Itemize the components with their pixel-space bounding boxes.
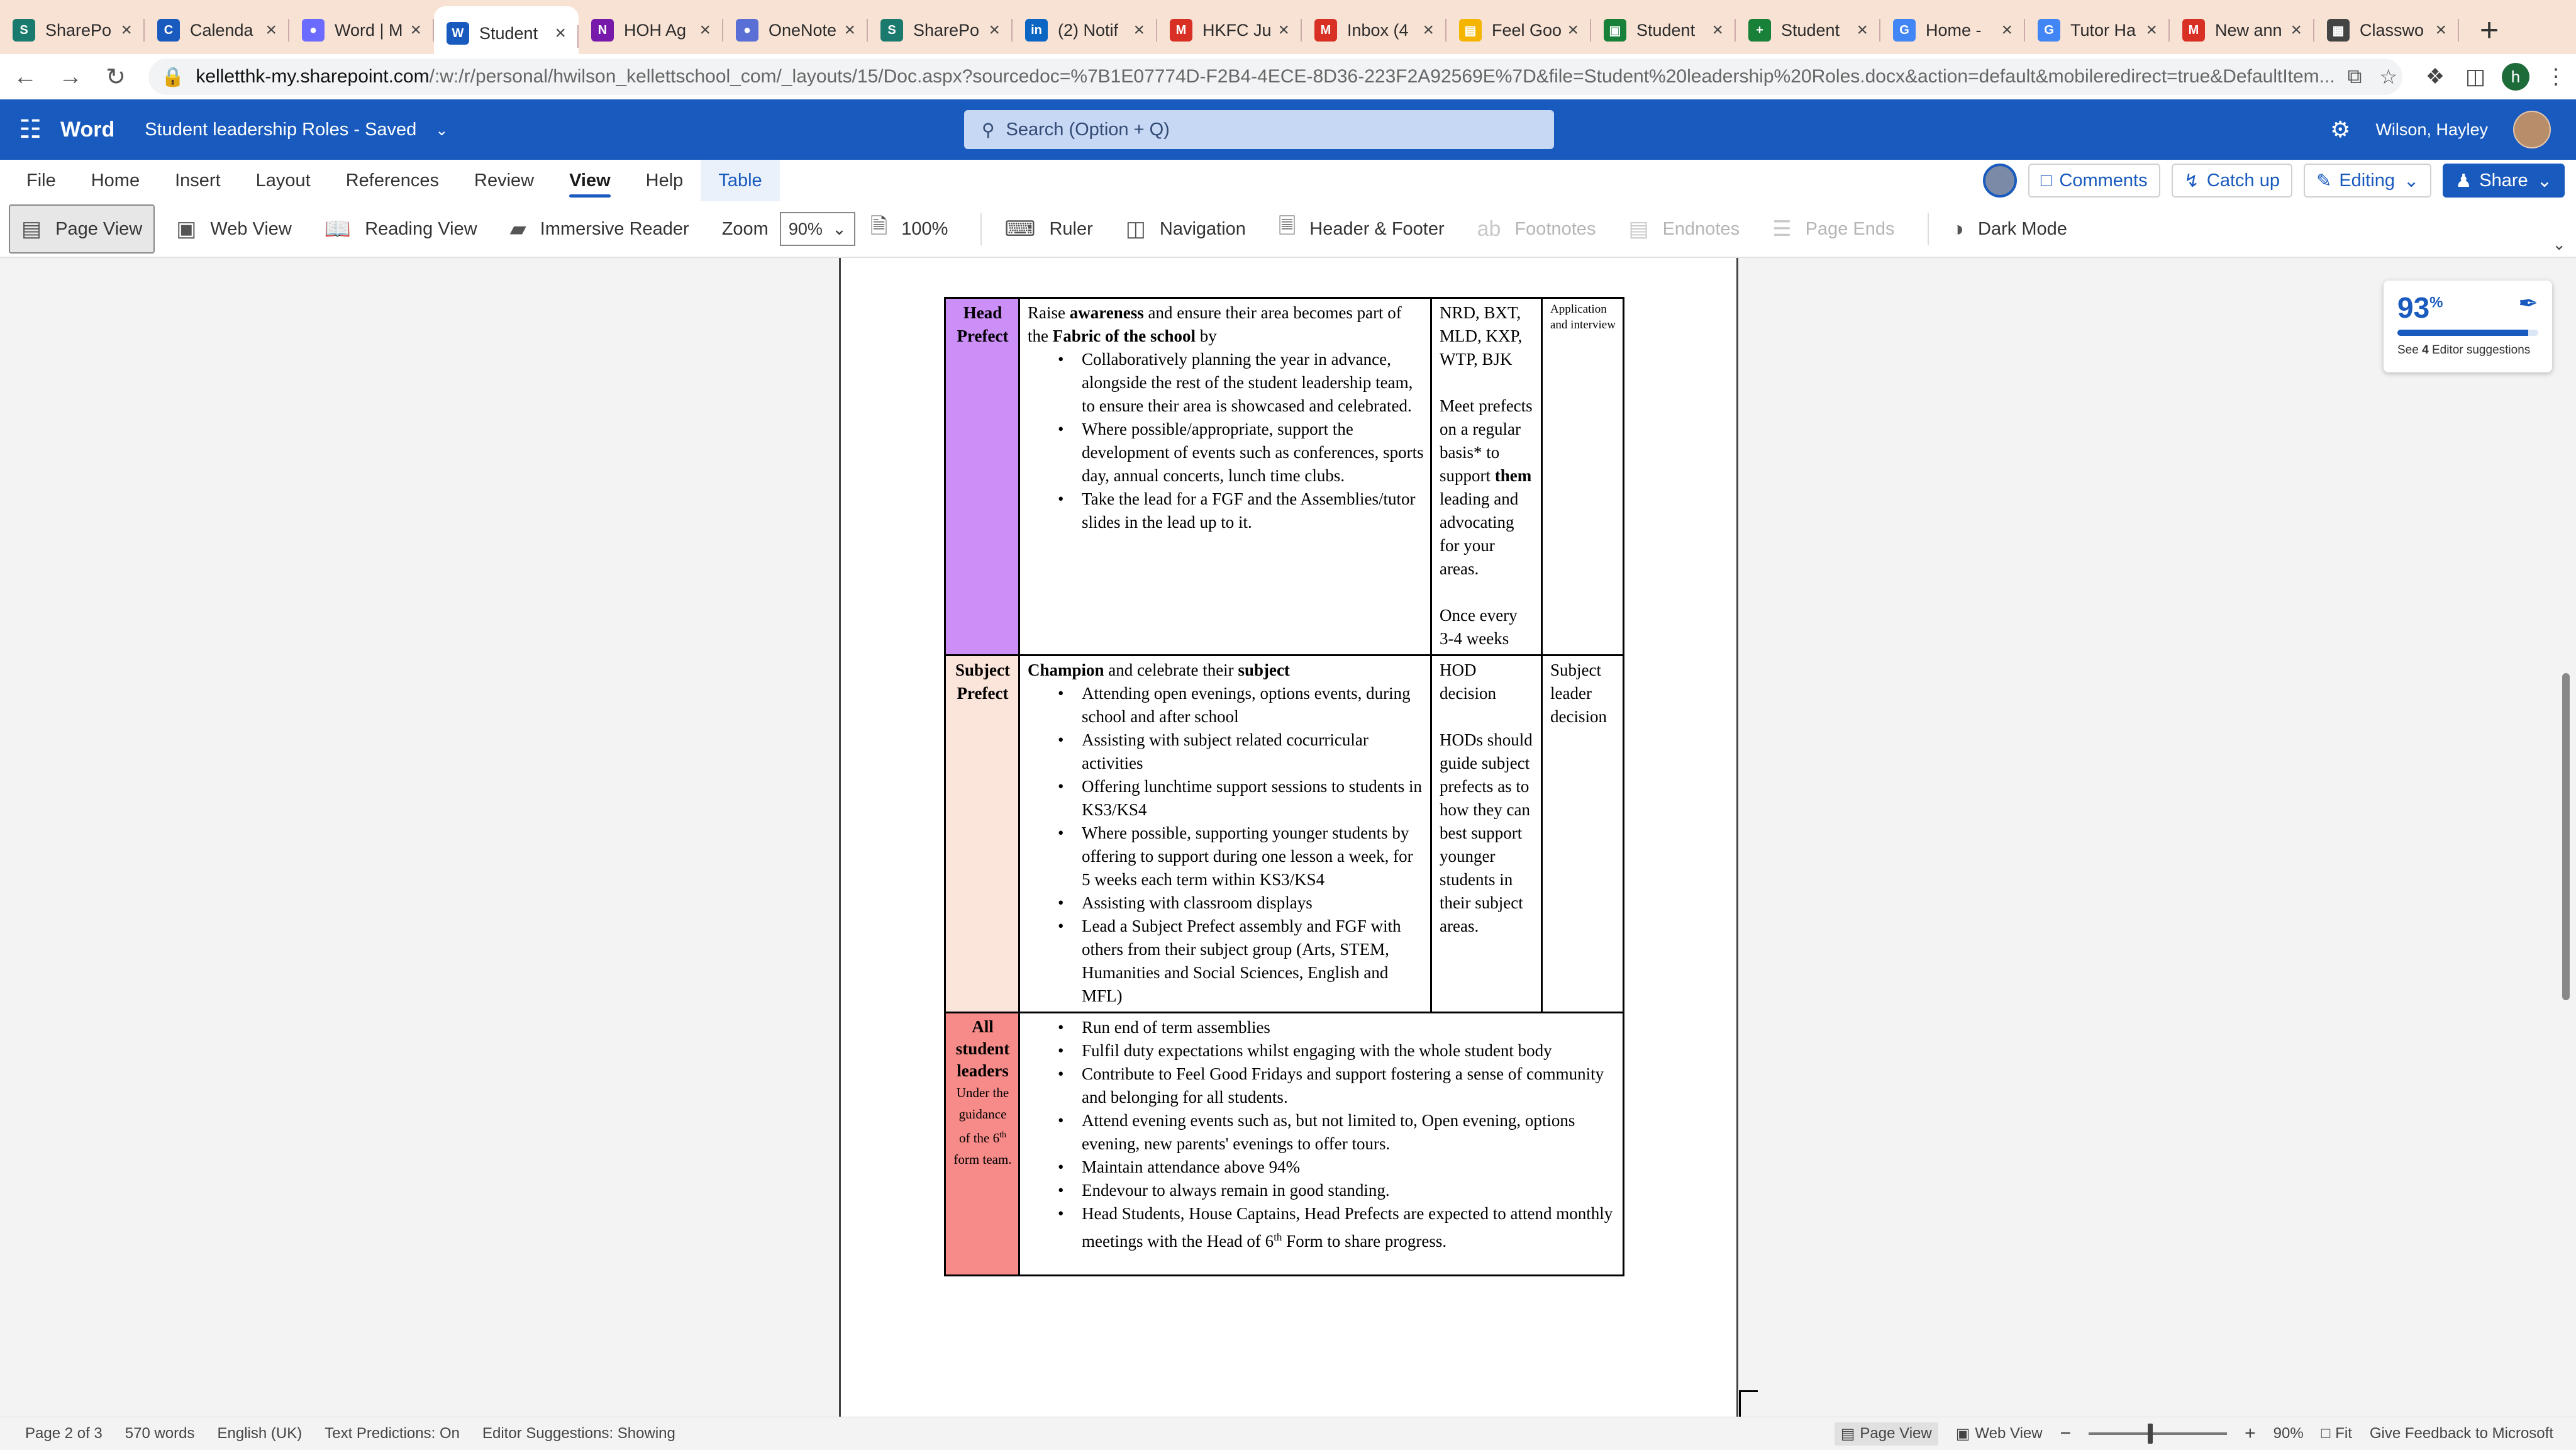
list-item: • Assisting with classroom displays [1028, 891, 1424, 915]
tab-favicon-icon: W [447, 22, 469, 45]
tab-close-icon[interactable]: × [1133, 20, 1145, 40]
list-item: • Offering lunchtime support sessions to students in KS3/KS4 [1028, 775, 1424, 822]
status-page-view-button[interactable]: ▤ Page View [1835, 1422, 1938, 1446]
tab-title: HOH Ag [624, 20, 687, 40]
tab-favicon-icon: M [1314, 19, 1337, 42]
selection-cell[interactable]: Application and interview [1542, 298, 1624, 655]
tab-close-icon[interactable]: × [699, 20, 711, 40]
feedback-link[interactable]: Give Feedback to Microsoft [2369, 1425, 2553, 1442]
new-tab-icon[interactable]: + [2479, 12, 2499, 48]
header-footer-icon: 🗏 [1278, 214, 1296, 238]
tab-insert[interactable]: Insert [175, 170, 221, 191]
browser-tab[interactable] [1736, 0, 1880, 60]
view-ribbon [0, 201, 2576, 258]
bullet-list [1028, 682, 1424, 1008]
footnotes-button[interactable]: ab Footnotes [1477, 216, 1596, 241]
ribbon-tabs [0, 160, 2576, 201]
tab-title: Classwo [2360, 20, 2424, 40]
tab-title: Feel Goo [1492, 20, 1562, 40]
search-icon: ⚲ [982, 120, 995, 140]
list-item: • Attend evening events such as, but not limited to, Open evening, options evening, new parents' evenings to offer tours. [1028, 1109, 1616, 1156]
list-item: • Head Students, House Captains, Head Prefects are expected to attend monthly meetings with the Head of 6th Form to share progress. [1028, 1202, 1616, 1253]
browser-toolbar [0, 54, 2576, 99]
web-view-icon: ▣ [1955, 1425, 1970, 1442]
zoom-control: Zoom 90% ⌄ [711, 204, 855, 254]
tab-close-icon[interactable]: × [1278, 20, 1289, 40]
settings-gear-icon[interactable]: ⚙ [2330, 116, 2351, 142]
lock-icon: 🔒 [161, 66, 185, 87]
coauthor-avatar[interactable] [1983, 164, 2017, 198]
list-item: • Take the lead for a FGF and the Assemblies/tutor slides in the lead up to it. [1028, 488, 1424, 534]
tab-favicon-icon: M [1170, 19, 1192, 42]
reading-view-button[interactable]: 📖 Reading View [324, 217, 477, 241]
editor-score-card[interactable]: 93% ✒ See 4 Editor suggestions [2384, 281, 2552, 372]
table-row [945, 1013, 1624, 1276]
fit-button[interactable]: □ Fit [2321, 1425, 2352, 1442]
list-item: • Endevour to always remain in good standing. [1028, 1179, 1616, 1202]
share-button[interactable]: ♟ Share ⌄ [2443, 164, 2565, 198]
app-name[interactable]: Word [60, 117, 115, 142]
tab-references[interactable]: References [345, 170, 440, 191]
tab-favicon-icon: + [1748, 19, 1771, 42]
editor-pen-icon: ✒ [2518, 291, 2538, 317]
tab-close-icon[interactable]: × [265, 20, 277, 40]
browser-tab[interactable] [723, 0, 868, 60]
browser-tab[interactable] [1591, 0, 1736, 60]
list-item: • Run end of term assemblies [1028, 1016, 1616, 1039]
staff-cell[interactable]: NRD, BXT, MLD, KXP, WTP, BJK Meet prefects on a regular basis* to support them leading and advocating for your areas. Once every 3-4 weeks [1431, 298, 1542, 655]
document-title[interactable]: Student leadership Roles - Saved ⌄ [145, 119, 448, 140]
role-cell[interactable]: Head Prefect [945, 298, 1019, 655]
tab-close-icon[interactable]: × [2146, 20, 2157, 40]
browser-tab[interactable] [1302, 0, 1446, 60]
list-item: • Lead a Subject Prefect assembly and FGF with others from their subject group (Arts, STEM, Humanities and Social Sciences, English and MFL) [1028, 915, 1424, 1008]
share-people-icon: ♟ [2455, 170, 2472, 191]
tab-favicon-icon: in [1025, 19, 1048, 42]
tab-favicon-icon: M [2182, 19, 2205, 42]
editor-score-bar [2397, 330, 2538, 336]
endnotes-button[interactable]: ▤ Endnotes [1628, 217, 1740, 241]
zoom-in-icon[interactable]: + [2245, 1423, 2256, 1444]
page-view-icon: ▤ [21, 217, 42, 241]
word-header [0, 99, 2576, 160]
tab-favicon-icon: G [2038, 19, 2060, 42]
browser-tab[interactable] [2314, 0, 2459, 60]
ruler-icon: ⌨ [1004, 217, 1036, 241]
browser-tab[interactable] [1880, 0, 2025, 60]
tab-file[interactable]: File [26, 170, 56, 191]
tab-help[interactable]: Help [645, 170, 684, 191]
tab-title: Student [1636, 20, 1696, 40]
tab-close-icon[interactable]: × [1712, 20, 1723, 40]
responsibilities-cell[interactable]: Raise awareness and ensure their area becomes part of the Fabric of the school by • Collaboratively planning the year in advance, alongside the rest of the student leadership team, to ensure their area is showcased and celebrated. • Where possible/appropriate, support the development of events such as conferences, sports day, annual concerts, lunch time clubs. • Take the lead for a FGF and the Assemblies/tutor slides in the lead up to it. [1019, 298, 1431, 655]
list-item: • Contribute to Feel Good Fridays and support fostering a sense of community and belonging for all students. [1028, 1062, 1616, 1109]
list-item: • Where possible, supporting younger students by offering to support during one lesson a week, for 5 weeks each term within KS3/KS4 [1028, 822, 1424, 891]
ruler-checkbox[interactable]: ⌨ Ruler [1004, 217, 1093, 241]
page-corner-mark [1739, 1390, 1758, 1417]
book-icon: 📖 [324, 217, 352, 241]
navigation-pane-icon: ◫ [1125, 217, 1146, 241]
profile-avatar[interactable]: h [2502, 63, 2529, 91]
tab-title: Home - [1926, 20, 1982, 40]
tab-close-icon[interactable]: × [989, 20, 1000, 40]
browser-tab[interactable] [579, 0, 723, 60]
tab-close-icon[interactable]: × [1857, 20, 1868, 40]
collapse-ribbon-icon[interactable]: ⌄ [2552, 235, 2566, 254]
dark-mode-icon: ◑ [1951, 216, 1965, 241]
page-view-icon: ▤ [1840, 1425, 1855, 1442]
selection-cell[interactable]: Subject leader decision [1542, 655, 1624, 1013]
tab-title: SharePo [45, 20, 112, 40]
tab-title: Word | M [335, 20, 403, 40]
browser-tab[interactable] [1013, 0, 1157, 60]
chevron-down-icon: ⌄ [832, 219, 847, 238]
document-canvas[interactable] [0, 258, 2576, 1417]
doc-title-text: Student leadership Roles [145, 119, 349, 140]
tab-favicon-icon: S [880, 19, 903, 42]
extensions-puzzle-icon[interactable]: ❖ [2425, 65, 2445, 89]
roles-table [944, 297, 1624, 1276]
zoom-dropdown[interactable]: 90% ⌄ [780, 212, 855, 246]
staff-cell[interactable]: HOD decision HODs should guide subject prefects as to how they can best support younger students in their subject areas. [1431, 655, 1542, 1013]
dark-mode-toggle[interactable]: ◑ Dark Mode [1951, 216, 2067, 241]
endnote-icon: ▤ [1628, 217, 1649, 241]
tab-close-icon[interactable]: × [555, 23, 566, 43]
responsibilities-cell[interactable] [1019, 1013, 1624, 1276]
search-box[interactable] [964, 110, 1554, 149]
text-predictions-status[interactable]: Text Predictions: On [325, 1424, 460, 1442]
side-panel-icon[interactable]: ◫ [2465, 65, 2486, 89]
tab-title: Calenda [190, 20, 253, 40]
browser-tab[interactable] [1157, 0, 1302, 60]
tab-favicon-icon: ▤ [1459, 19, 1482, 42]
document-page[interactable] [839, 258, 1738, 1417]
tab-close-icon[interactable]: × [121, 20, 132, 40]
forward-icon[interactable]: → [58, 63, 82, 90]
chevron-down-icon: ⌄ [2536, 170, 2552, 191]
tab-home[interactable]: Home [91, 170, 140, 191]
editor-suggestions-status[interactable]: Editor Suggestions: Showing [482, 1424, 675, 1442]
status-web-view-button[interactable]: ▣ Web View [1955, 1425, 2043, 1442]
browser-tab[interactable] [289, 0, 434, 60]
tab-favicon-icon: ● [736, 19, 758, 42]
zoom-level[interactable]: 90% [2273, 1425, 2304, 1442]
share-page-icon[interactable]: ⧉ [2347, 65, 2362, 87]
app-launcher-icon[interactable]: ☷ [19, 116, 42, 143]
search-placeholder: Search (Option + Q) [1006, 119, 1170, 140]
page-count[interactable]: Page 2 of 3 [25, 1424, 103, 1442]
user-name[interactable]: Wilson, Hayley [2375, 120, 2488, 139]
zoom-100-button[interactable]: 🗎 100% [859, 204, 960, 254]
tab-title: Tutor Ha [2070, 20, 2136, 40]
role-cell[interactable]: Subject Prefect [945, 655, 1019, 1013]
table-row [945, 655, 1624, 1013]
tab-favicon-icon: N [591, 19, 614, 42]
zoom-slider[interactable] [2089, 1432, 2227, 1435]
browser-tab[interactable] [2170, 0, 2314, 60]
tab-title: HKFC Ju [1202, 20, 1272, 40]
reload-icon[interactable]: ↻ [106, 64, 126, 91]
tab-close-icon[interactable]: × [410, 20, 421, 40]
tab-view[interactable]: View [552, 160, 628, 201]
tab-close-icon[interactable]: × [1567, 20, 1579, 40]
responsibilities-cell[interactable]: Champion and celebrate their subject • Attending open evenings, options events, during school and after school • Assisting with subject related cocurricular activities • Offering lunchtime support sessions to students in KS3/KS4 • Where possible, supporting younger students by offering to support during one lesson a week, for 5 weeks each term within KS3/KS4 • Assisting with classroom displays • Lead a Subject Prefect assembly and FGF with others from their subject group (Arts, STEM, Humanities and Social Sciences, English and MFL) [1019, 655, 1431, 1013]
chevron-down-icon: ⌄ [435, 121, 448, 139]
save-status: Saved [365, 119, 417, 140]
web-view-button[interactable]: ▣ Web View [176, 217, 292, 241]
immersive-reader-button[interactable]: ▰ Immersive Reader [509, 217, 689, 241]
browser-tab[interactable] [434, 6, 579, 60]
magnifier-page-icon: 🗎 [870, 214, 888, 238]
browser-tab[interactable] [868, 0, 1013, 60]
footnote-icon: ab [1477, 216, 1501, 241]
vertical-scrollbar[interactable] [2562, 673, 2570, 1000]
tab-title: (2) Notif [1058, 20, 1119, 40]
tab-favicon-icon: ▣ [1604, 19, 1626, 42]
browser-tab[interactable] [1446, 0, 1591, 60]
bullet-list [1028, 348, 1424, 534]
tab-close-icon[interactable]: × [2001, 20, 2012, 40]
immersive-reader-icon: ▰ [509, 217, 526, 241]
page-ends-button[interactable]: ☰ Page Ends [1772, 217, 1895, 241]
list-item: • Where possible/appropriate, support the development of events such as conferences, sports day, annual concerts, lunch time clubs. [1028, 418, 1424, 488]
navigation-checkbox[interactable]: ◫ Navigation [1125, 217, 1246, 241]
catch-up-icon: ↯ [2184, 170, 2199, 191]
tab-favicon-icon: G [1893, 19, 1916, 42]
tab-favicon-icon: ● [302, 19, 325, 42]
tab-title: New ann [2215, 20, 2282, 40]
tab-review[interactable]: Review [474, 170, 535, 191]
url-domain: kelletthk-my.sharepoint.com [196, 66, 430, 87]
editor-suggestions-link[interactable]: See 4 Editor suggestions [2397, 343, 2531, 357]
tab-title: Student [479, 23, 538, 43]
browser-tab[interactable] [145, 0, 289, 60]
header-footer-button[interactable]: 🗏 Header & Footer [1267, 204, 1456, 254]
editing-mode-button[interactable]: ✎ Editing ⌄ [2304, 164, 2431, 198]
web-view-icon: ▣ [176, 217, 197, 241]
tab-close-icon[interactable]: × [1423, 20, 1434, 40]
url-path: /:w:/r/personal/hwilson_kellettschool_com/_layouts/15/Doc.aspx?sourcedoc=%7B1E07774D-F2B4-4ECE-8D36-223F2A92569E%7D&file=Student%20leadership%20Roles.docx&action=default&mobileredirect=true&DefaultItem... [429, 66, 2335, 87]
browser-tab[interactable] [2025, 0, 2170, 60]
tab-layout[interactable]: Layout [255, 170, 311, 191]
browser-menu-icon[interactable]: ⋮ [2545, 65, 2567, 89]
list-item: • Maintain attendance above 94% [1028, 1156, 1616, 1179]
browser-tab-strip [0, 0, 2576, 60]
chevron-down-icon: ⌄ [2403, 170, 2419, 191]
back-icon[interactable]: ← [13, 63, 37, 90]
list-item: • Assisting with subject related cocurricular activities [1028, 728, 1424, 775]
tab-close-icon[interactable]: × [2435, 20, 2446, 40]
word-count[interactable]: 570 words [125, 1424, 195, 1442]
zoom-out-icon[interactable]: − [2060, 1423, 2072, 1444]
list-item: • Fulfil duty expectations whilst engaging with the whole student body [1028, 1039, 1616, 1062]
tab-title: Inbox (4 [1347, 20, 1409, 40]
tab-favicon-icon: C [157, 19, 180, 42]
bookmark-star-icon[interactable]: ☆ [2379, 65, 2398, 88]
list-item: • Collaboratively planning the year in advance, alongside the rest of the student leadership team, to ensure their area is showcased and celebrated. [1028, 348, 1424, 418]
tab-close-icon[interactable]: × [844, 20, 855, 40]
page-view-button[interactable]: ▤ Page View [9, 204, 155, 254]
browser-tab[interactable] [0, 0, 145, 60]
pencil-icon: ✎ [2316, 170, 2332, 191]
tab-favicon-icon: S [13, 19, 35, 42]
tab-table[interactable]: Table [701, 160, 779, 201]
tab-title: SharePo [913, 20, 980, 40]
tab-close-icon[interactable]: × [2290, 20, 2302, 40]
editor-score: 93 [2397, 291, 2430, 324]
page-ends-icon: ☰ [1772, 217, 1792, 241]
tab-title: Student [1781, 20, 1840, 40]
comments-button[interactable]: □ Comments [2028, 164, 2160, 198]
comment-icon: □ [2040, 170, 2052, 191]
list-item: • Attending open evenings, options events, during school and after school [1028, 682, 1424, 728]
tab-favicon-icon: ▦ [2327, 19, 2350, 42]
address-bar[interactable] [148, 59, 2402, 95]
role-cell[interactable]: All student leaders Under the guidance of the 6th form team. [945, 1013, 1019, 1276]
table-row [945, 298, 1624, 655]
tab-title: OneNote [769, 20, 837, 40]
catch-up-button[interactable]: ↯ Catch up [2172, 164, 2292, 198]
fit-icon: □ [2321, 1425, 2331, 1442]
status-bar [0, 1417, 2576, 1449]
zoom-slider-handle[interactable] [2148, 1424, 2153, 1444]
bullet-list [1028, 1016, 1616, 1253]
user-avatar[interactable] [2513, 111, 2551, 148]
language-status[interactable]: English (UK) [217, 1424, 303, 1442]
